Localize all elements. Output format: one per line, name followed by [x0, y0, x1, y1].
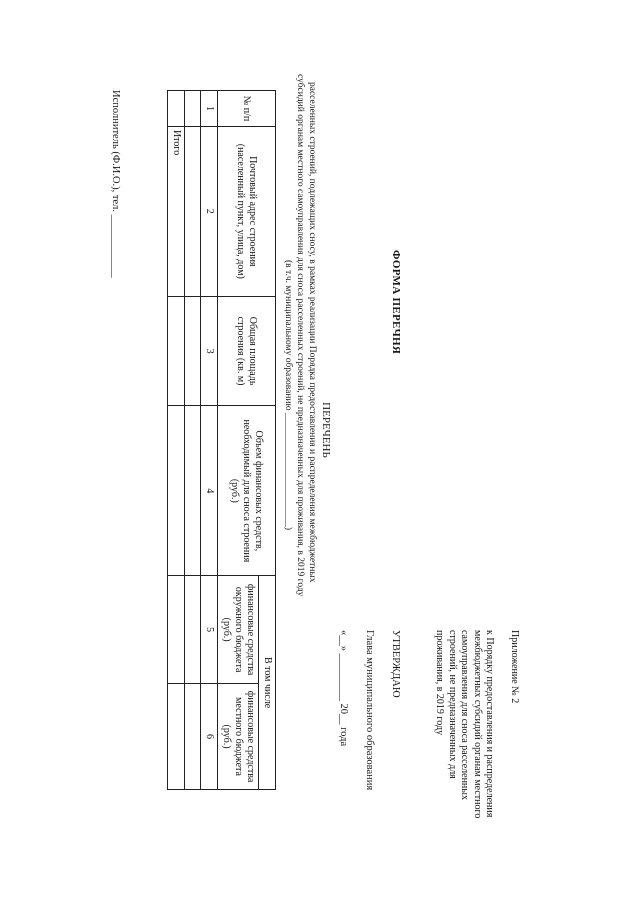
appendix-title: Приложение № 2 [509, 630, 520, 704]
list-line: субсидий органам местного самоуправления для сноса расселенных строений, не предназначенных для проживания, в 2019 году [295, 74, 305, 597]
appendix-line: проживания, в 2019 году [434, 630, 446, 736]
executor-line: Исполнитель (Ф.И.О.), тел. ____________ [110, 90, 121, 278]
list-table [167, 90, 276, 790]
empty-cell [168, 91, 185, 127]
approval-label: УТВЕРЖДАЮ [390, 630, 401, 698]
col-number: 5 [201, 576, 218, 684]
form-title: ФОРМА ПЕРЕЧНЯ [390, 250, 402, 355]
approval-position: Глава муниципального образования [364, 630, 375, 791]
appendix-line: межбюджетных субсидий органам местного [472, 630, 483, 819]
header-address: Почтовый адрес строения (населенный пункт, улица, дом) [218, 126, 276, 296]
approval-date-line: «__» _________ 20__ года [338, 630, 349, 747]
appendix-line: самоуправления для сноса расселенных [459, 630, 471, 800]
header-volume: Объем финансовых средств, необходимый для сноса строения (руб.) [218, 406, 276, 576]
empty-cell [168, 576, 185, 684]
appendix-line: к Порядку предоставления и распределения [484, 630, 496, 818]
header-num: № п/п [218, 91, 276, 127]
empty-cell [185, 406, 201, 576]
col-number: 4 [201, 406, 218, 576]
header-area: Общая площадь строения (кв. м) [218, 296, 276, 406]
empty-cell [185, 91, 201, 127]
empty-cell [185, 684, 201, 790]
rotated-sheet [100, 60, 530, 820]
appendix-block [433, 630, 520, 819]
empty-cell [185, 296, 201, 406]
col-number: 3 [201, 296, 218, 406]
empty-cell [168, 406, 185, 576]
table-row [185, 91, 201, 790]
list-title: ПЕРЕЧЕНЬ [320, 402, 332, 458]
total-label: Итого [168, 126, 185, 296]
col-number: 2 [201, 126, 218, 296]
header-district: финансовые средства окружного бюджета (руб.) [218, 576, 259, 684]
table-row [201, 91, 218, 790]
header-including: В том числе [259, 576, 276, 790]
col-number: 6 [201, 684, 218, 790]
table-total-row [168, 91, 185, 790]
list-line: (в т.ч. муниципальному образованию ________________________) [283, 260, 293, 531]
col-number: 1 [201, 91, 218, 127]
appendix-line: строений, не предназначенных для [447, 630, 458, 779]
table-header-row [259, 91, 276, 790]
empty-cell [185, 126, 201, 296]
header-local: финансовые средства местного бюджета (руб.) [218, 684, 259, 790]
empty-cell [168, 684, 185, 790]
empty-cell [168, 296, 185, 406]
list-line: расселенных строений, подлежащих сносу, в рамках реализации Порядка предоставления и распределения межбюджетных [307, 82, 317, 583]
empty-cell [185, 576, 201, 684]
